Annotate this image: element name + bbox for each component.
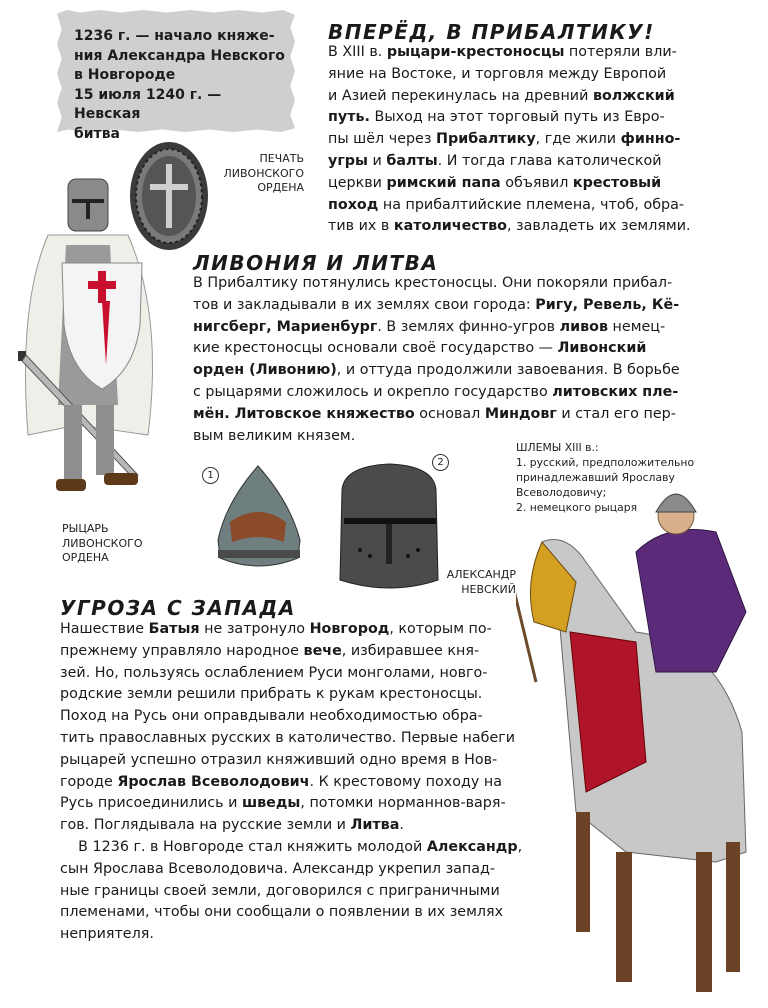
text-line: Русь присоединились и шведы, потомки норманнов-варя- bbox=[60, 795, 506, 812]
stamp-line: в Новгороде bbox=[74, 67, 176, 83]
text-line: городе Ярослав Всеволодович. К крестовому походу на bbox=[60, 773, 502, 790]
helmets-caption-title: ШЛЕМЫ XIII в.: bbox=[516, 441, 599, 454]
text-line: орден (Ливонию), и оттуда продолжили завоевания. В борьбе bbox=[193, 362, 680, 379]
text-line: тов и закладывали в их землях свои города: Ригу, Ревель, Кё- bbox=[193, 296, 680, 313]
helmet-1-badge: 1 bbox=[202, 467, 219, 484]
helmets-caption-item: Всеволодовичу; bbox=[516, 486, 607, 499]
knight-caption-line: РЫЦАРЬ bbox=[62, 522, 109, 535]
alexander-caption-line: АЛЕКСАНДР bbox=[446, 568, 516, 581]
text-line: сын Ярослава Всеволодовича. Александр укрепил запад- bbox=[60, 860, 496, 877]
text-line: зей. Но, пользуясь ослаблением Руси монголами, новго- bbox=[60, 664, 488, 681]
helmet-2-badge: 2 bbox=[432, 454, 449, 471]
text-line: родские земли решили прибрать к рукам крестоносцы. bbox=[60, 686, 483, 703]
text-line: яние на Востоке, и торговля между Европой bbox=[328, 65, 667, 82]
stamp-line: 15 июля 1240 г. — Невская bbox=[74, 86, 222, 122]
heading-baltic: ВПЕРЁД, В ПРИБАЛТИКУ! bbox=[328, 20, 655, 44]
text-line: поход на прибалтийские племена, чтоб, обра- bbox=[328, 196, 685, 213]
russian-helmet-image bbox=[200, 462, 315, 574]
text-line: Поход на Русь они оправдывали необходимостью обра- bbox=[60, 708, 483, 725]
helmets-caption-item: 2. немецкого рыцаря bbox=[516, 501, 638, 514]
text-line: ные границы своей земли, договорился с приграничными bbox=[60, 882, 500, 899]
livonian-knight-image bbox=[8, 175, 168, 515]
text-line: В XIII в. рыцари-крестоносцы потеряли вли- bbox=[328, 44, 677, 60]
west-threat-paragraph bbox=[60, 619, 551, 946]
knight-caption bbox=[62, 522, 172, 566]
date-stamp-text bbox=[74, 27, 290, 144]
alexander-nevsky-horseman-image bbox=[516, 432, 766, 1004]
text-line: Нашествие Батыя не затронуло Новгород, которым по- bbox=[60, 621, 492, 637]
seal-caption-line: ПЕЧАТЬ bbox=[259, 152, 304, 165]
knight-caption-line: ОРДЕНА bbox=[62, 551, 109, 564]
knight-caption-line: ЛИВОНСКОГО bbox=[62, 536, 143, 550]
text-line: В 1236 г. в Новгороде стал княжить молодой Александр, bbox=[60, 838, 523, 855]
seal-caption bbox=[216, 152, 304, 196]
heading-livonia: ЛИВОНИЯ И ЛИТВА bbox=[193, 251, 439, 275]
stamp-line: ния Александра Невского bbox=[74, 47, 285, 64]
text-line: неприятеля. bbox=[60, 926, 154, 943]
text-line: тив их в католичество, завладеть их землями. bbox=[328, 218, 691, 235]
text-line: угры и балты. И тогда глава католической bbox=[328, 152, 662, 169]
text-line: гов. Поглядывала на русские земли и Литва. bbox=[60, 817, 404, 834]
text-line: путь. Выход на этот торговый путь из Евро- bbox=[328, 109, 665, 126]
text-line: церкви римский папа объявил крестовый bbox=[328, 174, 662, 191]
alexander-caption bbox=[414, 568, 516, 597]
alexander-caption-line: НЕВСКИЙ bbox=[461, 582, 516, 596]
seal-caption-line: ОРДЕНА bbox=[257, 181, 304, 194]
text-line: пы шёл через Прибалтику, где жили финно- bbox=[328, 131, 681, 148]
text-line: и Азией перекинулась на древний волжский bbox=[328, 87, 675, 104]
baltic-paragraph bbox=[328, 42, 707, 238]
livonia-paragraph bbox=[193, 273, 707, 447]
text-line: тить православных русских в католичество. Первые набеги bbox=[60, 729, 516, 746]
text-line: нигсберг, Мариенбург. В землях финно-угров ливов немец- bbox=[193, 318, 666, 335]
helmets-caption-item: 1. русский, предположительно bbox=[516, 456, 695, 469]
text-line: племенами, чтобы они сообщали о появлении в их землях bbox=[60, 904, 504, 921]
stamp-line: 1236 г. — начало княже- bbox=[74, 28, 275, 44]
seal-caption-line: ЛИВОНСКОГО bbox=[223, 166, 304, 180]
text-line: В Прибалтику потянулись крестоносцы. Они покоряли прибал- bbox=[193, 275, 673, 291]
text-line: рыцарей успешно отразил княживший одно время в Нов- bbox=[60, 751, 498, 768]
text-line: кие крестоносцы основали своё государство — Ливонский bbox=[193, 340, 647, 357]
text-line: вым великим князем. bbox=[193, 427, 356, 444]
text-line: с рыцарями сложилось и окрепло государство литовских пле- bbox=[193, 383, 679, 400]
text-line: мён. Литовское княжество основал Миндовг и стал его пер- bbox=[193, 405, 676, 422]
stamp-line: битва bbox=[74, 125, 121, 142]
text-line: прежнему управляло народное вече, избиравшее кня- bbox=[60, 642, 480, 659]
heading-west-threat: УГРОЗА С ЗАПАДА bbox=[60, 596, 296, 620]
helmets-caption-item: принадлежавший Ярославу bbox=[516, 471, 675, 484]
